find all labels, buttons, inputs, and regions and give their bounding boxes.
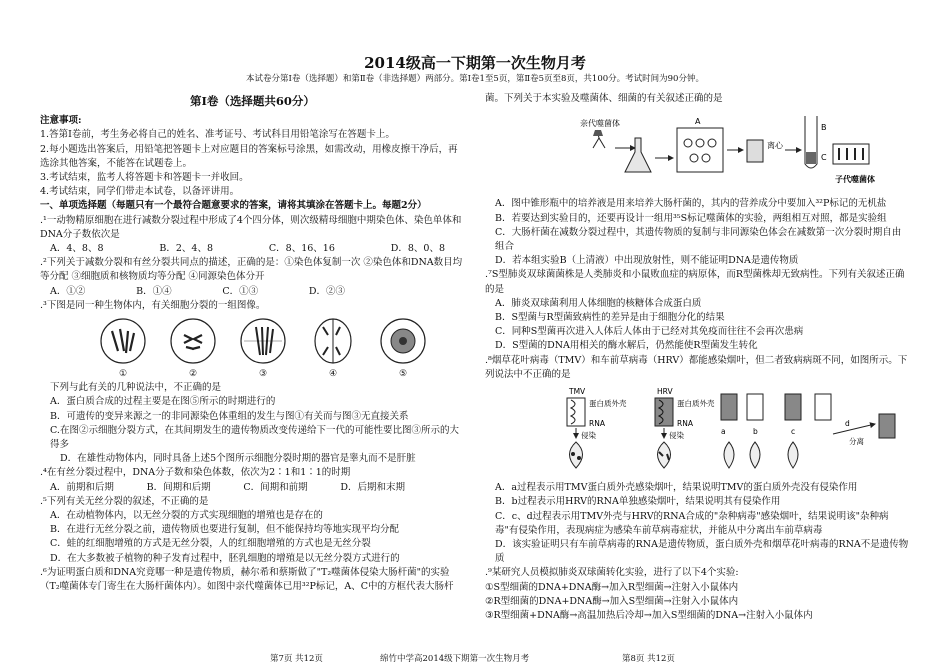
question-6-continued: 菌。下列关于本实验及噬菌体、细菌的有关叙述正确的是 <box>485 93 723 104</box>
figure-label: ① <box>118 369 128 380</box>
figure-label: ③ <box>258 369 268 380</box>
question-6-stem: .⁶为证明蛋白质和DNA究竟哪一种是遗传物质，赫尔希和蔡斯做了"T₂噬菌体侵染大肠杆菌"的实验（T₂噬菌体专门寄生在大肠杆菌体内）。如图中亲代噬菌体已用³²P标记，A、C中的方框代表大肠杆 <box>40 566 454 593</box>
hrv-label: HRV <box>657 387 673 397</box>
child-phage-label: 子代噬菌体 <box>835 175 875 185</box>
experiment-item: ①S型细菌的DNA+DNA酶→加入R型细菌→注射入小鼠体内 <box>485 581 739 593</box>
option: B．若要达到实验目的，还要再设计一组用³⁵S标记噬菌体的实验，两组相互对照，都是实验组 <box>495 212 887 224</box>
option: A．a过程表示用TMV蛋白质外壳感染烟叶，结果说明TMV的蛋白质外壳没有侵染作用 <box>495 482 858 494</box>
option: A．在动植物体内，以无丝分裂的方式实现细胞的增殖也是存在的 <box>50 510 323 522</box>
option: D．后期和末期 <box>340 481 405 493</box>
part1-title: 一、单项选择题（每题只有一个最符合题意要求的答案，请将其填涂在答题卡上。每题2分） <box>40 200 427 212</box>
left-column <box>40 92 465 594</box>
figure-label: ⑤ <box>398 369 408 380</box>
right-column <box>485 92 910 623</box>
option: A．①② <box>50 285 86 297</box>
label-b: B <box>821 123 827 133</box>
protein-coat-label: 蛋白质外壳 <box>589 399 627 409</box>
exam-instructions: 本试卷分第Ⅰ卷（选择题）和第Ⅱ卷（非选择题）两部分。第Ⅰ卷1至5页，第Ⅱ卷5页至8页，共100分。考试时间为90分钟。 <box>246 74 704 84</box>
label-a: A <box>695 117 701 127</box>
phage-experiment-figure <box>485 108 910 193</box>
option: D．②③ <box>308 285 345 297</box>
option: A．前期和后期 <box>50 481 114 493</box>
question-9-stem: .⁹某研究人员模拟肺炎双球菌转化实验，进行了以下4个实验: <box>485 567 739 579</box>
question-7-stem: .⁷S型肺炎双球菌菌株是人类肺炎和小鼠败血症的病原体，而R型菌株却无致病性。下列有关叙述正确的是 <box>485 269 905 295</box>
cell-diagram-2 <box>168 317 218 365</box>
option: B．在进行无丝分裂之前，遗传物质也要进行复制，但不能保持均等地实现平均分配 <box>50 524 399 536</box>
option: A．4、8、8 <box>50 243 104 255</box>
cell-diagram-1 <box>98 317 148 365</box>
option: C．c、d过程表示用TMV外壳与HRV的RNA合成的"杂种病毒"感染烟叶，结果说明该"杂种病毒"有侵染作用，表现病症为感染车前草病毒症状，并能从中分离出车前草病毒 <box>495 510 889 536</box>
question-3-prompt: 下列与此有关的几种说法中，不正确的是 <box>50 382 222 394</box>
option: C．大肠杆菌在减数分裂过程中，其遗传物质的复制与非同源染色体会在减数第一次分裂时期自由组合 <box>495 226 902 253</box>
question-4-stem: .⁴在有丝分裂过程中，DNA分子数和染色体数，依次为2∶1和1∶1的时期 <box>40 467 351 479</box>
experiment-item: ②R型细菌的DNA+DNA酶→加入S型细菌→注射入小鼠体内 <box>485 595 739 607</box>
option: A．图中锥形瓶中的培养液是用来培养大肠杆菌的，其内的营养成分中要加入³²P标记的无机盐 <box>495 198 887 210</box>
label-c-fig: c <box>791 427 796 437</box>
option: B．2、4、8 <box>159 243 213 255</box>
cell-division-figure <box>40 317 465 365</box>
note-item: 2.每小题选出答案后，用铅笔把答题卡上对应题目的答案标号涂黑，如需改动，用橡皮擦干净后，再选涂其他答案，不能答在试题卷上。 <box>40 143 458 169</box>
option: C．蛙的红细胞增殖的方式是无丝分裂，人的红细胞增殖的方式也是无丝分裂 <box>50 538 371 550</box>
option: D．在大多数被子植物的种子发育过程中，胚乳细胞的增殖是以无丝分裂方式进行的 <box>50 552 400 564</box>
question-8-stem: .⁸烟草花叶病毒（TMV）和车前草病毒（HRV）都能感染烟叶，但二者致病病斑不同，如图所示。下列说法中不正确的是 <box>485 354 908 380</box>
label-b-fig: b <box>753 427 758 437</box>
question-2-options <box>40 285 465 299</box>
protein-coat-label-2: 蛋白质外壳 <box>677 399 715 409</box>
option: C．同种S型菌再次进入人体后人体由于已经对其免疫而往往不会再次患病 <box>495 326 804 338</box>
cell-diagram-5 <box>378 317 428 365</box>
option: C．8、16、16 <box>268 243 335 255</box>
option: C.在图②示细胞分裂方式，在其间期发生的遗传物质改变传递给下一代的可能性要比图③所示的大得多 <box>50 424 459 451</box>
page-title: 2014级高一下期第一次生物月考 <box>364 54 586 72</box>
option: A．蛋白质合成的过程主要是在图⑤所示的时期进行的 <box>50 396 276 408</box>
option: B．可遗传的变异来源之一的非同源染色体重组的发生与图①有关而与图③无直接关系 <box>50 410 409 422</box>
rna-label-2: RNA <box>677 419 693 429</box>
option: C．①③ <box>222 285 259 297</box>
experiment-item: ③R型细菌+DNA酶→高温加热后冷却→加入S型细菌的DNA→注射入小鼠体内 <box>485 610 813 622</box>
note-item: 3.考试结束，监考人将答题卡和答题卡一并收回。 <box>40 172 249 184</box>
phage-diagram <box>485 108 910 188</box>
section-title: 第Ⅰ卷（选择题共60分） <box>190 94 315 108</box>
rna-label: RNA <box>589 419 605 429</box>
figure-label: ② <box>188 369 198 380</box>
notes-title: 注意事项: <box>40 115 82 127</box>
question-1-options <box>40 242 465 256</box>
cell-diagram-4 <box>308 317 358 365</box>
parent-phage-label: 亲代噬菌体 <box>580 119 620 129</box>
option: D．在雄性动物体内，同时具备上述5个图所示细胞分裂时期的器官是睾丸而不是肝脏 <box>60 453 416 465</box>
question-5-stem: .⁵下列有关无丝分裂的叙述，不正确的是 <box>40 495 209 507</box>
label-a-fig: a <box>721 427 726 437</box>
option: A．肺炎双球菌利用人体细胞的核糖体合成蛋白质 <box>495 297 702 309</box>
option: D．S型菌的DNA用相关的酶水解后，仍然能使R型菌发生转化 <box>495 340 758 352</box>
note-item: 1.答第Ⅰ卷前，考生务必将自己的姓名、准考证号、考试科目用铅笔涂写在答题卡上。 <box>40 129 395 141</box>
option: D．若本组实验B（上清液）中出现放射性，则不能证明DNA是遗传物质 <box>495 255 799 267</box>
label-c: C <box>821 153 827 163</box>
virus-diagram <box>485 384 910 472</box>
option: B．b过程表示用HRV的RNA单独感染烟叶，结果说明其有侵染作用 <box>495 496 781 508</box>
footer-right: 第8页 共12页 <box>622 654 675 664</box>
option: C．间期和前期 <box>243 481 308 493</box>
question-4-options <box>40 481 465 495</box>
option: B．S型菌与R型菌致病性的差异是由于细胞分化的结果 <box>495 312 725 324</box>
option: B．间期和后期 <box>146 481 211 493</box>
option: B．①④ <box>136 285 172 297</box>
infect-label: 侵染 <box>581 431 596 441</box>
cell-figure-labels <box>40 367 465 381</box>
centrifuge-label: 离心 <box>767 141 783 151</box>
separate-label: 分离 <box>849 437 864 447</box>
cell-diagram-3 <box>238 317 288 365</box>
footer-left: 第7页 共12页 <box>270 654 323 664</box>
question-2-stem: .²下列关于减数分裂和有丝分裂共同点的描述，正确的是：①染色体复制一次 ②染色体和DNA数目均等分配 ③细胞质和核物质均等分配 ④同源染色体分开 <box>40 257 463 283</box>
tmv-label: TMV <box>569 387 586 397</box>
infect-label-2: 侵染 <box>669 431 684 441</box>
label-d-fig: d <box>845 419 850 429</box>
footer-center: 绵竹中学高2014级下期第一次生物月考 <box>380 654 530 664</box>
virus-experiment-figure <box>485 384 910 477</box>
figure-label: ④ <box>328 369 338 380</box>
question-3-stem: .³下图是同一种生物体内，有关细胞分裂的一组图像。 <box>40 299 266 311</box>
question-1-stem: .¹一动物精原细胞在进行减数分裂过程中形成了4个四分体，则次级精母细胞中期染色体、染色单体和DNA分子数依次是 <box>40 214 462 240</box>
option: D．8、0、8 <box>390 243 445 255</box>
option: D．该实验证明只有车前草病毒的RNA是遗传物质，蛋白质外壳和烟草花叶病毒的RNA不是遗传物质 <box>495 539 909 565</box>
note-item: 4.考试结束，同学们带走本试卷，以备评讲用。 <box>40 186 240 198</box>
